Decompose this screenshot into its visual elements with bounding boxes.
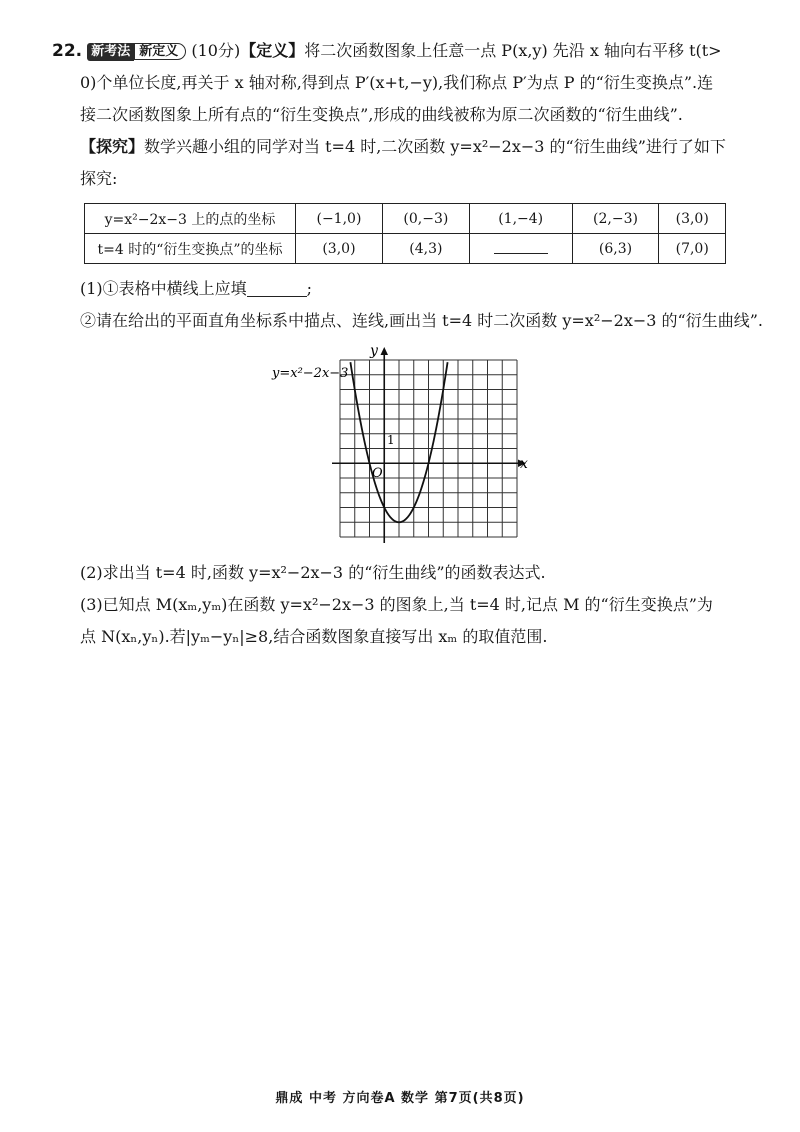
origin-label: O — [372, 466, 383, 481]
explore-text: 数学兴趣小组的同学对当 t=4 时,二次函数 y=x²−2x−3 的“衍生曲线”进行了如下 — [144, 137, 726, 156]
row-header-derived: t=4 时的“衍生变换点”的坐标 — [85, 234, 296, 264]
table-cell-blank — [469, 234, 572, 264]
table-cell: (6,3) — [572, 234, 659, 264]
table-cell: (3,0) — [659, 204, 726, 234]
question-points: (10分) — [191, 41, 241, 60]
definition-line-3: 接二次函数图象上所有点的“衍生变换点”,形成的曲线被称为原二次函数的“衍生曲线”. — [80, 105, 683, 124]
table-cell: (3,0) — [296, 234, 383, 264]
definition-line-1: 将二次函数图象上任意一点 P(x,y) 先沿 x 轴向右平移 t(t> — [304, 41, 722, 60]
unit-label: 1 — [387, 433, 395, 447]
table-cell: (−1,0) — [296, 204, 383, 234]
explore-line-2: 探究: — [80, 169, 118, 188]
explore-line-1 — [80, 136, 726, 158]
table-row — [85, 234, 726, 264]
curve-label: y=x²−2x−3 — [272, 366, 349, 381]
part-1-sub-2: ②请在给出的平面直角坐标系中描点、连线,画出当 t=4 时二次函数 y=x²−2x−3 的“衍生曲线”. — [80, 311, 763, 330]
part-1-sub-1-end: ; — [306, 279, 313, 298]
part-1-sub-1 — [80, 278, 312, 300]
coordinate-table — [84, 203, 726, 264]
y-axis-arrow-icon — [381, 347, 389, 355]
explore-tag: 【探究】 — [80, 137, 145, 156]
fill-in-blank — [247, 280, 307, 297]
question-number: 22. — [52, 41, 83, 61]
table-cell: (1,−4) — [469, 204, 572, 234]
part-2: (2)求出当 t=4 时,函数 y=x²−2x−3 的“衍生曲线”的函数表达式. — [80, 563, 546, 582]
part-1-sub-1-text: (1)①表格中横线上应填 — [80, 279, 247, 298]
question-header — [52, 40, 722, 62]
coordinate-graph — [270, 340, 540, 545]
definition-tag: 【定义】 — [240, 41, 305, 60]
part-3-line-1: (3)已知点 M(xₘ,yₘ)在函数 y=x²−2x−3 的图象上,当 t=4 时,记点 M 的“衍生变换点”为 — [80, 595, 713, 614]
answer-blank — [494, 239, 548, 254]
table-row — [85, 204, 726, 234]
badge-new-definition: 新定义 — [134, 43, 186, 60]
page-footer: 鼎成 中考 方向卷A 数学 第7页(共8页) — [275, 1091, 525, 1106]
table-cell: (4,3) — [382, 234, 469, 264]
part-3-line-2: 点 N(xₙ,yₙ).若|yₘ−yₙ|≥8,结合函数图象直接写出 xₘ 的取值范围. — [80, 627, 548, 646]
table-cell: (7,0) — [659, 234, 726, 264]
y-axis-label: y — [370, 343, 378, 359]
badge-new-method: 新考法 — [87, 43, 134, 61]
definition-line-2: 0)个单位长度,再关于 x 轴对称,得到点 P′(x+t,−y),我们称点 P′为点 P 的“衍生变换点”.连 — [80, 73, 714, 92]
table-cell: (2,−3) — [572, 204, 659, 234]
table-cell: (0,−3) — [382, 204, 469, 234]
row-header-original: y=x²−2x−3 上的点的坐标 — [85, 204, 296, 234]
x-axis-label: x — [520, 456, 528, 472]
